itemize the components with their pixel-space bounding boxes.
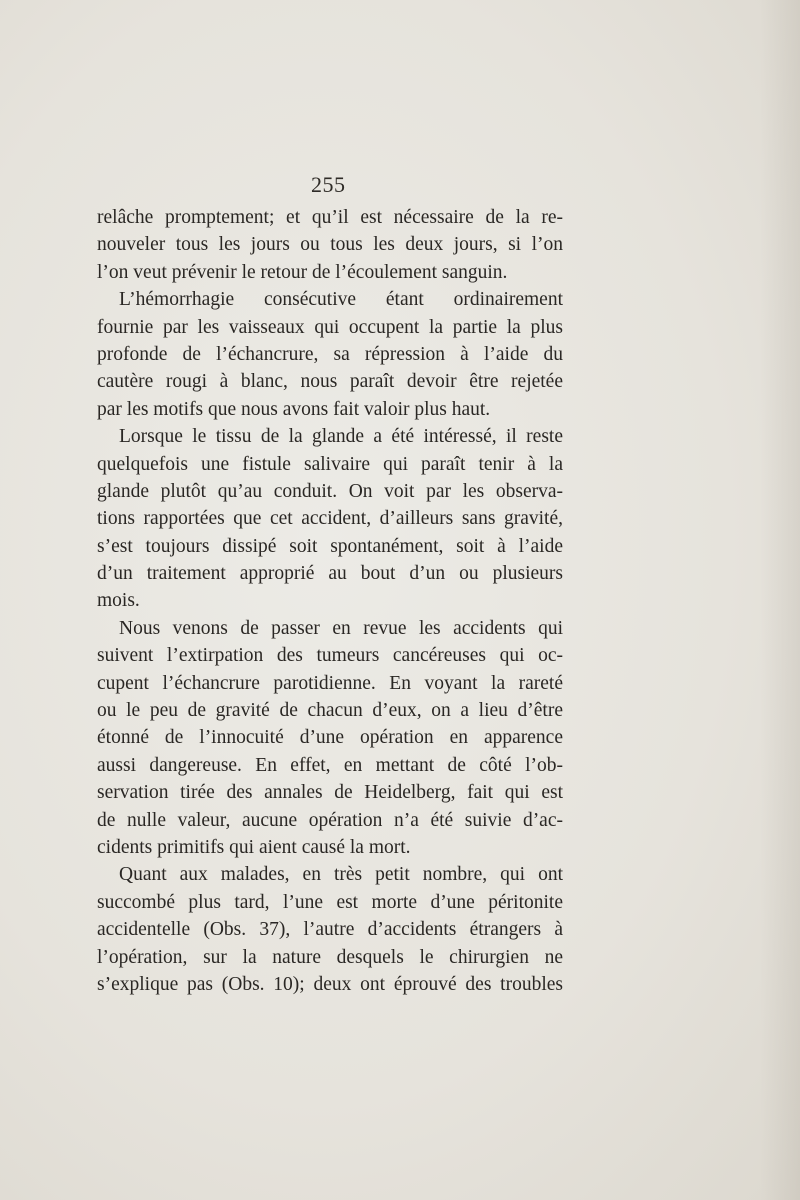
text-line: mois. xyxy=(97,590,140,612)
text-line: servation tirée des annales de Heidelberg, fait qui est xyxy=(97,782,563,804)
text-line: tions rapportées que cet accident, d’ailleurs sans gravité, xyxy=(97,508,563,530)
text-line: cidents primitifs qui aient causé la mort. xyxy=(97,836,411,858)
text-line: cupent l’échancrure parotidienne. En voyant la rareté xyxy=(97,672,563,694)
text-line: profonde de l’échancrure, sa répression à l’aide du xyxy=(97,343,563,365)
page-edge-shadow xyxy=(760,0,800,1200)
text-line: L’hémorrhagie consécutive étant ordinairement xyxy=(119,289,563,311)
text-line: s’explique pas (Obs. 10); deux ont éprouvé des troubles xyxy=(97,973,563,995)
body-text xyxy=(97,204,563,998)
text-line: ou le peu de gravité de chacun d’eux, on a lieu d’être xyxy=(97,700,563,722)
text-line: quelquefois une fistule salivaire qui paraît tenir à la xyxy=(97,453,563,475)
text-line: aussi dangereuse. En effet, en mettant de côté l’ob- xyxy=(97,754,563,776)
text-line: Quant aux malades, en très petit nombre, qui ont xyxy=(119,864,563,886)
text-line: cautère rougi à blanc, nous paraît devoir être rejetée xyxy=(97,371,563,393)
text-line: suivent l’extirpation des tumeurs cancéreuses qui oc- xyxy=(97,645,563,667)
text-line: Lorsque le tissu de la glande a été intéressé, il reste xyxy=(119,426,563,448)
text-line: nouveler tous les jours ou tous les deux jours, si l’on xyxy=(97,234,563,256)
text-line: fournie par les vaisseaux qui occupent la partie la plus xyxy=(97,316,563,338)
text-line: l’opération, sur la nature desquels le chirurgien ne xyxy=(97,946,563,968)
text-line: succombé plus tard, l’une est morte d’une péritonite xyxy=(97,891,563,913)
text-line: par les motifs que nous avons fait valoir plus haut. xyxy=(97,398,491,420)
text-line: glande plutôt qu’au conduit. On voit par les observa- xyxy=(97,480,563,502)
text-line: s’est toujours dissipé soit spontanément, soit à l’aide xyxy=(97,535,563,557)
text-line: l’on veut prévenir le retour de l’écoulement sanguin. xyxy=(97,261,508,283)
text-line: étonné de l’innocuité d’une opération en apparence xyxy=(97,727,563,749)
text-line: accidentelle (Obs. 37), l’autre d’accidents étrangers à xyxy=(97,919,563,941)
text-line: Nous venons de passer en revue les accidents qui xyxy=(119,617,563,639)
text-line: de nulle valeur, aucune opération n’a été suivie d’ac- xyxy=(97,809,563,831)
text-line: relâche promptement; et qu’il est nécessaire de la re- xyxy=(97,207,563,228)
page-number: 255 xyxy=(311,172,346,197)
text-line: d’un traitement approprié au bout d’un ou plusieurs xyxy=(97,563,563,585)
